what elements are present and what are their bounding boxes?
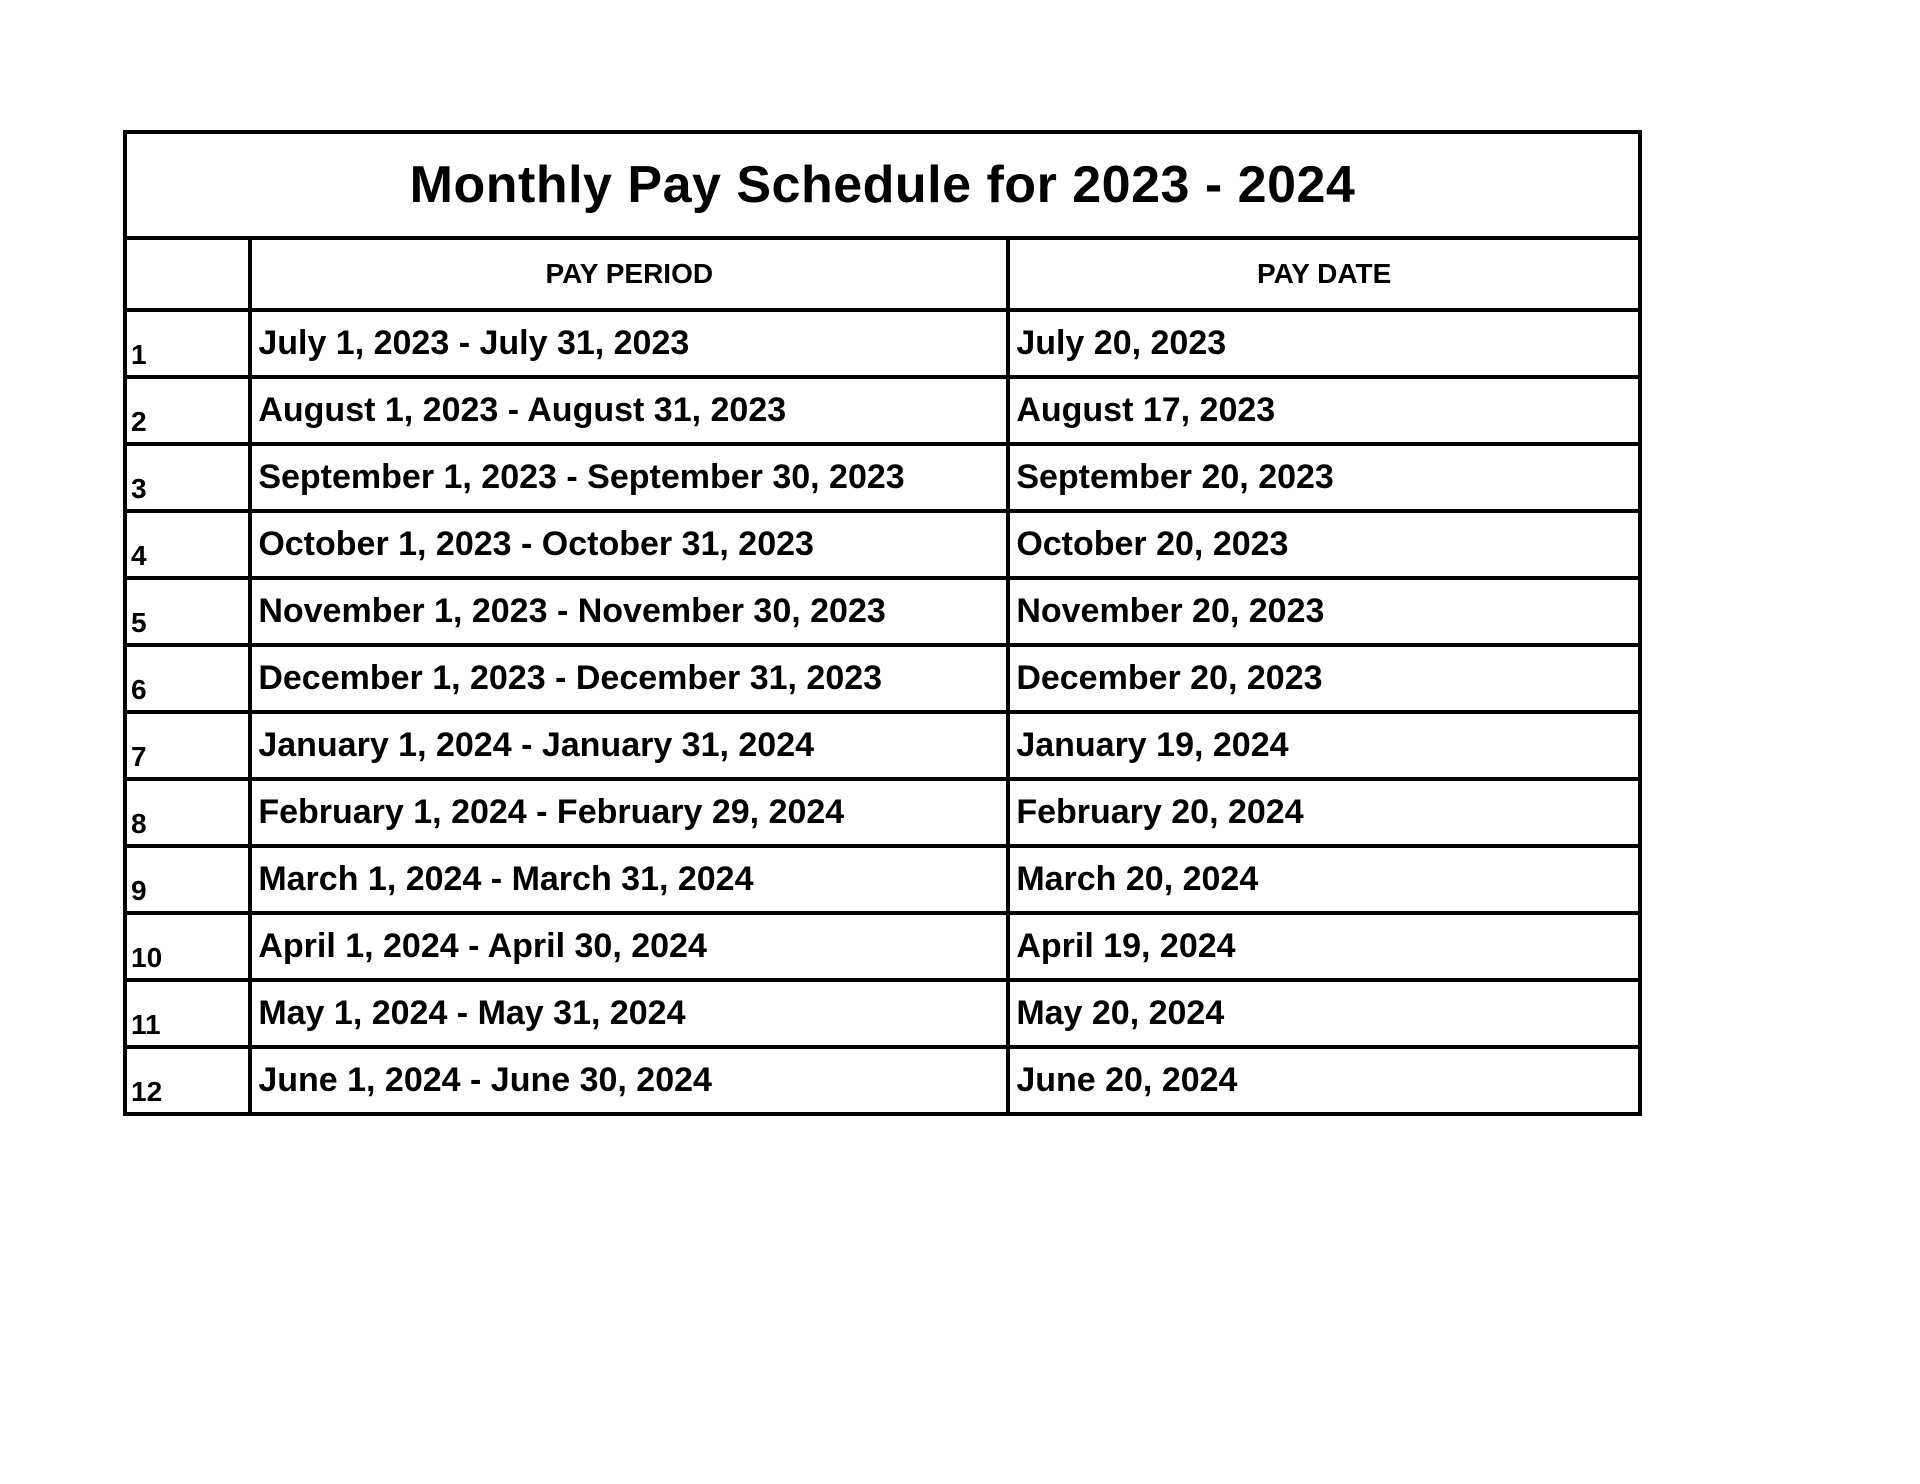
pay-schedule-table	[123, 130, 1642, 1116]
table-row	[125, 1047, 1640, 1114]
pay-period-cell: November 1, 2023 - November 30, 2023	[250, 578, 1008, 645]
pay-period-cell: June 1, 2024 - June 30, 2024	[250, 1047, 1008, 1114]
title-row	[125, 132, 1640, 238]
row-number: 1	[125, 310, 250, 377]
pay-date-cell: October 20, 2023	[1008, 511, 1640, 578]
schedule-rows	[125, 310, 1640, 1114]
pay-date-cell: February 20, 2024	[1008, 779, 1640, 846]
pay-date-cell: January 19, 2024	[1008, 712, 1640, 779]
row-number: 6	[125, 645, 250, 712]
pay-period-cell: May 1, 2024 - May 31, 2024	[250, 980, 1008, 1047]
pay-date-cell: November 20, 2023	[1008, 578, 1640, 645]
table-row	[125, 377, 1640, 444]
row-number: 12	[125, 1047, 250, 1114]
pay-date-cell: September 20, 2023	[1008, 444, 1640, 511]
row-number: 3	[125, 444, 250, 511]
pay-period-cell: December 1, 2023 - December 31, 2023	[250, 645, 1008, 712]
row-number: 4	[125, 511, 250, 578]
table-row	[125, 913, 1640, 980]
header-row	[125, 238, 1640, 310]
row-number: 9	[125, 846, 250, 913]
pay-date-cell: March 20, 2024	[1008, 846, 1640, 913]
pay-date-cell: July 20, 2023	[1008, 310, 1640, 377]
row-number: 7	[125, 712, 250, 779]
pay-period-cell: March 1, 2024 - March 31, 2024	[250, 846, 1008, 913]
table-row	[125, 712, 1640, 779]
row-number: 5	[125, 578, 250, 645]
pay-date-cell: April 19, 2024	[1008, 913, 1640, 980]
pay-period-cell: September 1, 2023 - September 30, 2023	[250, 444, 1008, 511]
pay-period-cell: July 1, 2023 - July 31, 2023	[250, 310, 1008, 377]
pay-period-cell: August 1, 2023 - August 31, 2023	[250, 377, 1008, 444]
table-row	[125, 779, 1640, 846]
row-number: 8	[125, 779, 250, 846]
table-row	[125, 578, 1640, 645]
header-pay-date: PAY DATE	[1008, 238, 1640, 310]
row-number: 2	[125, 377, 250, 444]
pay-period-cell: October 1, 2023 - October 31, 2023	[250, 511, 1008, 578]
table-row	[125, 511, 1640, 578]
table-row	[125, 846, 1640, 913]
row-number: 11	[125, 980, 250, 1047]
pay-period-cell: January 1, 2024 - January 31, 2024	[250, 712, 1008, 779]
table-title: Monthly Pay Schedule for 2023 - 2024	[125, 132, 1640, 238]
pay-period-cell: February 1, 2024 - February 29, 2024	[250, 779, 1008, 846]
table-row	[125, 980, 1640, 1047]
header-pay-period: PAY PERIOD	[250, 238, 1008, 310]
table-row	[125, 444, 1640, 511]
row-number: 10	[125, 913, 250, 980]
pay-date-cell: June 20, 2024	[1008, 1047, 1640, 1114]
table-row	[125, 645, 1640, 712]
pay-date-cell: August 17, 2023	[1008, 377, 1640, 444]
pay-date-cell: December 20, 2023	[1008, 645, 1640, 712]
header-number	[125, 238, 250, 310]
table-row	[125, 310, 1640, 377]
pay-period-cell: April 1, 2024 - April 30, 2024	[250, 913, 1008, 980]
pay-date-cell: May 20, 2024	[1008, 980, 1640, 1047]
